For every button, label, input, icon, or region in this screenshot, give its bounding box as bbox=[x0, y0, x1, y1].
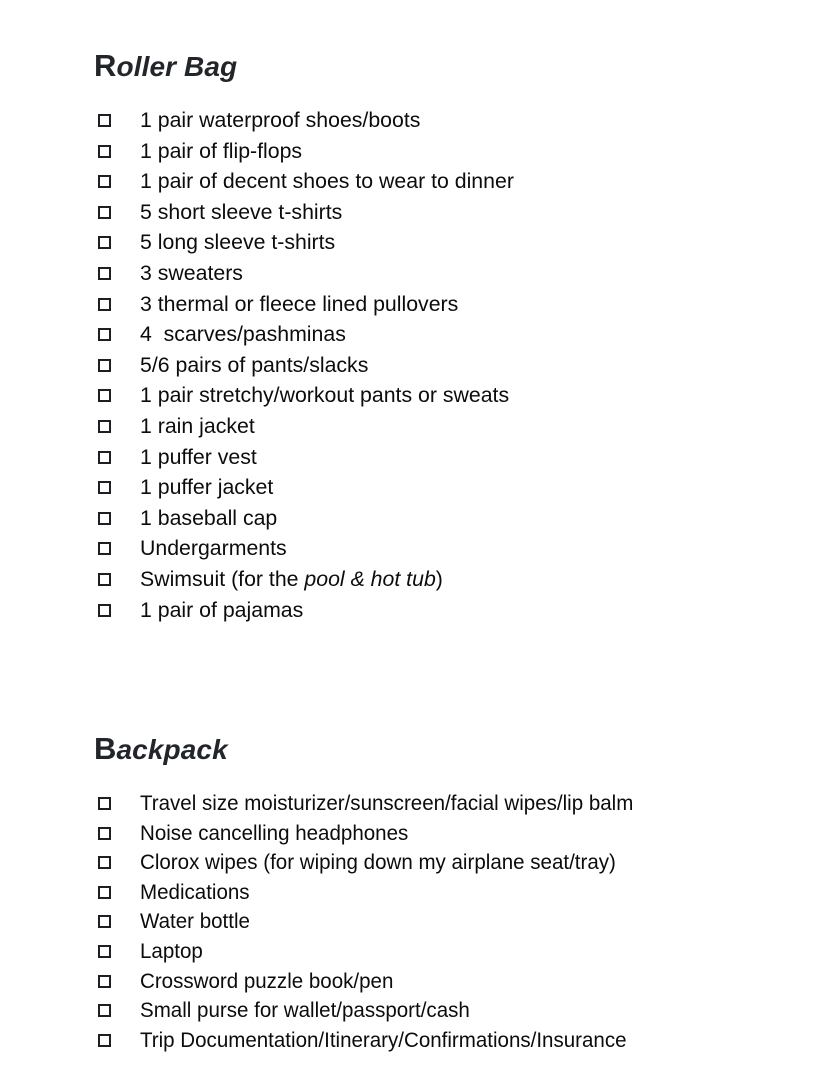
open-square-bullet-icon[interactable] bbox=[96, 420, 140, 433]
open-square-bullet-glyph bbox=[98, 1004, 111, 1017]
open-square-bullet-icon[interactable] bbox=[96, 856, 140, 869]
checklist-item[interactable] bbox=[96, 168, 518, 199]
open-square-bullet-icon[interactable] bbox=[96, 267, 140, 280]
checklist-item-label: Clorox wipes (for wiping down my airplane seat/tray) bbox=[140, 850, 616, 875]
checklist-item-label: 1 rain jacket bbox=[140, 413, 255, 438]
checklist-item[interactable] bbox=[96, 505, 518, 536]
open-square-bullet-icon[interactable] bbox=[96, 512, 140, 525]
open-square-bullet-icon[interactable] bbox=[96, 945, 140, 958]
checklist-item[interactable] bbox=[96, 938, 657, 968]
open-square-bullet-icon[interactable] bbox=[96, 298, 140, 311]
checklist-item[interactable] bbox=[96, 597, 518, 628]
section-heading-backpack bbox=[94, 731, 228, 767]
checklist-item-label: 1 puffer vest bbox=[140, 444, 257, 469]
open-square-bullet-icon[interactable] bbox=[96, 915, 140, 928]
checklist-item[interactable] bbox=[96, 968, 657, 998]
open-square-bullet-glyph bbox=[98, 359, 111, 372]
heading-remainder: oller Bag bbox=[116, 51, 238, 83]
heading-remainder: ackpack bbox=[116, 734, 228, 766]
checklist-backpack bbox=[96, 790, 657, 1056]
open-square-bullet-glyph bbox=[98, 945, 111, 958]
open-square-bullet-icon[interactable] bbox=[96, 389, 140, 402]
checklist-item[interactable] bbox=[96, 229, 518, 260]
emphasized-text: pool & hot tub bbox=[304, 566, 436, 591]
open-square-bullet-icon[interactable] bbox=[96, 114, 140, 127]
open-square-bullet-icon[interactable] bbox=[96, 481, 140, 494]
open-square-bullet-glyph bbox=[98, 114, 111, 127]
open-square-bullet-glyph bbox=[98, 175, 111, 188]
checklist-item-label: 5/6 pairs of pants/slacks bbox=[140, 352, 369, 377]
open-square-bullet-glyph bbox=[98, 1034, 111, 1047]
open-square-bullet-icon[interactable] bbox=[96, 359, 140, 372]
checklist-item-label: 1 pair of pajamas bbox=[140, 597, 304, 622]
open-square-bullet-glyph bbox=[98, 827, 111, 840]
open-square-bullet-glyph bbox=[98, 856, 111, 869]
open-square-bullet-glyph bbox=[98, 886, 111, 899]
checklist-item-label: 1 pair stretchy/workout pants or sweats bbox=[140, 383, 510, 408]
open-square-bullet-glyph bbox=[98, 604, 111, 617]
open-square-bullet-icon[interactable] bbox=[96, 145, 140, 158]
checklist-item-label: 5 long sleeve t-shirts bbox=[140, 230, 336, 255]
checklist-item[interactable] bbox=[96, 291, 518, 322]
open-square-bullet-icon[interactable] bbox=[96, 236, 140, 249]
heading-initial-letter: R bbox=[94, 48, 117, 84]
checklist-item[interactable] bbox=[96, 997, 657, 1027]
checklist-item-label: Crossword puzzle book/pen bbox=[140, 968, 394, 993]
checklist-item[interactable] bbox=[96, 908, 657, 938]
open-square-bullet-glyph bbox=[98, 481, 111, 494]
checklist-item[interactable] bbox=[96, 820, 657, 850]
checklist-item-label: 1 baseball cap bbox=[140, 505, 278, 530]
open-square-bullet-icon[interactable] bbox=[96, 1034, 140, 1047]
checklist-item-label: 3 thermal or fleece lined pullovers bbox=[140, 291, 459, 316]
open-square-bullet-icon[interactable] bbox=[96, 827, 140, 840]
open-square-bullet-glyph bbox=[98, 389, 111, 402]
open-square-bullet-icon[interactable] bbox=[96, 206, 140, 219]
open-square-bullet-icon[interactable] bbox=[96, 604, 140, 617]
checklist-item[interactable] bbox=[96, 849, 657, 879]
checklist-item-label: 1 pair of decent shoes to wear to dinner bbox=[140, 169, 514, 194]
checklist-item[interactable] bbox=[96, 474, 518, 505]
checklist-item[interactable] bbox=[96, 790, 657, 820]
open-square-bullet-icon[interactable] bbox=[96, 451, 140, 464]
open-square-bullet-icon[interactable] bbox=[96, 175, 140, 188]
open-square-bullet-icon[interactable] bbox=[96, 573, 140, 586]
open-square-bullet-glyph bbox=[98, 328, 111, 341]
open-square-bullet-glyph bbox=[98, 797, 111, 810]
checklist-item-label: 1 pair waterproof shoes/boots bbox=[140, 108, 421, 132]
checklist-item[interactable] bbox=[96, 260, 518, 291]
checklist-item-label: Medications bbox=[140, 879, 250, 904]
open-square-bullet-glyph bbox=[98, 512, 111, 525]
checklist-item[interactable] bbox=[96, 535, 518, 566]
open-square-bullet-glyph bbox=[98, 206, 111, 219]
checklist-item-label: Travel size moisturizer/sunscreen/facial wipes/lip balm bbox=[140, 791, 634, 815]
heading-initial-letter: B bbox=[94, 731, 117, 767]
checklist-item[interactable] bbox=[96, 879, 657, 909]
checklist-roller-bag bbox=[96, 107, 518, 627]
checklist-item[interactable] bbox=[96, 107, 518, 138]
checklist-item-label: Trip Documentation/Itinerary/Confirmations/Insurance bbox=[140, 1027, 627, 1052]
checklist-item[interactable] bbox=[96, 444, 518, 475]
checklist-item[interactable] bbox=[96, 382, 518, 413]
checklist-item-label: Noise cancelling headphones bbox=[140, 820, 409, 845]
open-square-bullet-glyph bbox=[98, 236, 111, 249]
open-square-bullet-glyph bbox=[98, 975, 111, 988]
checklist-item-label: 3 sweaters bbox=[140, 260, 243, 285]
checklist-item-label: 4 scarves/pashminas bbox=[140, 322, 346, 347]
checklist-item-label: Laptop bbox=[140, 938, 203, 963]
checklist-item-label: Small purse for wallet/passport/cash bbox=[140, 998, 470, 1023]
open-square-bullet-icon[interactable] bbox=[96, 975, 140, 988]
open-square-bullet-icon[interactable] bbox=[96, 886, 140, 899]
open-square-bullet-icon[interactable] bbox=[96, 542, 140, 555]
checklist-item[interactable] bbox=[96, 138, 518, 169]
checklist-item-label: Undergarments bbox=[140, 536, 287, 561]
checklist-item[interactable] bbox=[96, 413, 518, 444]
checklist-item[interactable] bbox=[96, 1027, 657, 1057]
open-square-bullet-icon[interactable] bbox=[96, 1004, 140, 1017]
checklist-item[interactable] bbox=[96, 566, 518, 597]
checklist-item-label: Swimsuit (for the pool & hot tub) bbox=[140, 566, 443, 591]
open-square-bullet-glyph bbox=[98, 915, 111, 928]
section-heading-roller-bag bbox=[94, 48, 238, 84]
checklist-item[interactable] bbox=[96, 352, 518, 383]
open-square-bullet-glyph bbox=[98, 451, 111, 464]
open-square-bullet-glyph bbox=[98, 542, 111, 555]
open-square-bullet-glyph bbox=[98, 298, 111, 311]
checklist-item[interactable] bbox=[96, 199, 518, 230]
checklist-item-label: Water bottle bbox=[140, 909, 250, 934]
open-square-bullet-glyph bbox=[98, 420, 111, 433]
checklist-item-label: 1 puffer jacket bbox=[140, 475, 274, 500]
open-square-bullet-glyph bbox=[98, 145, 111, 158]
checklist-item-label: 5 short sleeve t-shirts bbox=[140, 199, 343, 224]
open-square-bullet-glyph bbox=[98, 267, 111, 280]
open-square-bullet-glyph bbox=[98, 573, 111, 586]
open-square-bullet-icon[interactable] bbox=[96, 328, 140, 341]
checklist-item[interactable] bbox=[96, 321, 518, 352]
open-square-bullet-icon[interactable] bbox=[96, 797, 140, 810]
checklist-item-label: 1 pair of flip-flops bbox=[140, 138, 303, 163]
